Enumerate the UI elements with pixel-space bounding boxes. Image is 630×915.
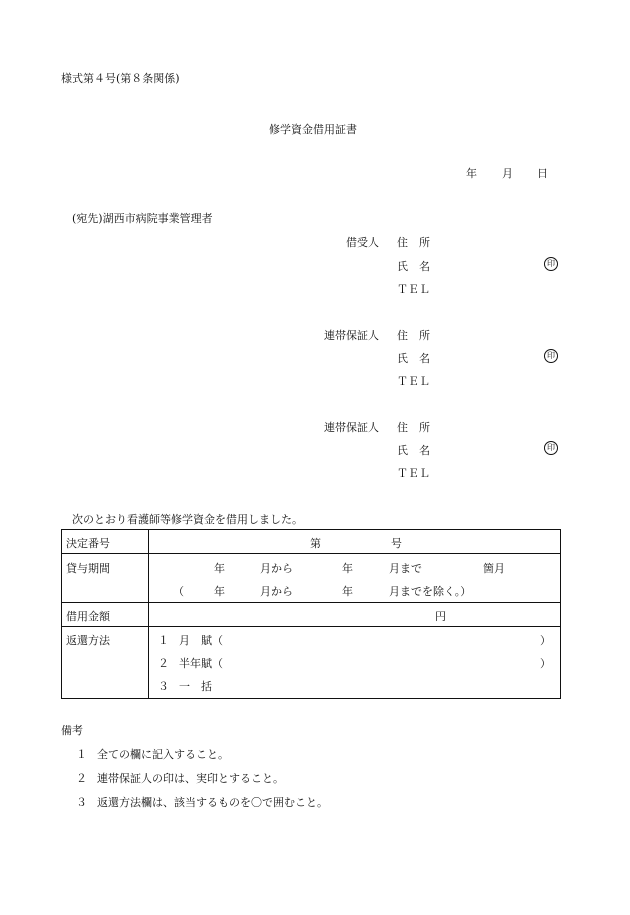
repay-option1-text: 月 賦（ xyxy=(179,634,223,647)
repay-option2-close: ） xyxy=(540,657,551,670)
date-day-label: 日 xyxy=(537,167,548,180)
note-1-number: １ xyxy=(76,748,87,761)
guarantor1-role: 連帯保証人 xyxy=(324,329,379,342)
borrower-name-label: 氏 名 xyxy=(397,260,430,273)
repay-option3-number: ３ xyxy=(158,680,169,693)
borrower-tel-label: ＴＥＬ xyxy=(397,283,430,296)
repayment-method-label: 返還方法 xyxy=(66,634,110,647)
repay-option3-text: 一 括 xyxy=(179,680,212,693)
repay-option2-number: ２ xyxy=(158,657,169,670)
guarantor2-role: 連帯保証人 xyxy=(324,421,379,434)
decision-go-label: 号 xyxy=(391,537,402,550)
period-start-month: 月から xyxy=(260,562,293,575)
loan-period-row xyxy=(62,554,561,603)
borrower-role: 借受人 xyxy=(346,236,379,249)
addressee: (宛先)湖西市病院事業管理者 xyxy=(72,212,213,225)
repay-option1-close: ） xyxy=(540,634,551,647)
repay-option1-number: １ xyxy=(158,634,169,647)
exclusion-start-month: 月から xyxy=(260,585,293,598)
note-1-text: 全ての欄に記入すること。 xyxy=(97,748,229,761)
guarantor2-seal-mark: 印 xyxy=(544,441,558,455)
borrower-address-label: 住 所 xyxy=(397,236,430,249)
decision-number-row xyxy=(62,530,561,554)
notes-heading: 備考 xyxy=(61,724,83,737)
decision-dai-label: 第 xyxy=(310,537,321,550)
note-2-number: ２ xyxy=(76,772,87,785)
period-end-year: 年 xyxy=(342,562,353,575)
statement-text: 次のとおり看護師等修学資金を借用しました。 xyxy=(72,513,303,526)
loan-period-label: 貸与期間 xyxy=(66,562,110,575)
guarantor2-tel-label: ＴＥＬ xyxy=(397,467,430,480)
exclusion-end-year: 年 xyxy=(342,585,353,598)
guarantor1-address-label: 住 所 xyxy=(397,329,430,342)
date-year-label: 年 xyxy=(466,167,477,180)
exclusion-start-year: 年 xyxy=(214,585,225,598)
guarantor1-tel-label: ＴＥＬ xyxy=(397,375,430,388)
repay-option2-text: 半年賦（ xyxy=(179,657,223,670)
date-month-label: 月 xyxy=(502,167,513,180)
period-months-label: 箇月 xyxy=(483,562,505,575)
decision-number-label: 決定番号 xyxy=(66,537,110,550)
note-2-text: 連帯保証人の印は、実印とすること。 xyxy=(97,772,284,785)
repayment-method-row xyxy=(62,627,561,699)
guarantor2-name-label: 氏 名 xyxy=(397,444,430,457)
loan-details-table xyxy=(61,529,561,699)
yen-label: 円 xyxy=(435,610,446,623)
period-start-year: 年 xyxy=(214,562,225,575)
borrower-seal-mark: 印 xyxy=(544,257,558,271)
note-3-number: ３ xyxy=(76,796,87,809)
note-3-text: 返還方法欄は、該当するものを〇で囲むこと。 xyxy=(97,796,328,809)
document-title: 修学資金借用証書 xyxy=(269,123,357,136)
exclusion-open-paren: （ xyxy=(173,585,184,598)
guarantor1-name-label: 氏 名 xyxy=(397,352,430,365)
loan-amount-label: 借用金額 xyxy=(66,610,110,623)
period-end-month: 月まで xyxy=(389,562,422,575)
guarantor2-address-label: 住 所 xyxy=(397,421,430,434)
guarantor1-seal-mark: 印 xyxy=(544,349,558,363)
exclusion-end-month: 月までを除く。） xyxy=(389,585,472,598)
form-number: 様式第４号(第８条関係) xyxy=(61,72,180,85)
loan-amount-row xyxy=(62,603,561,627)
